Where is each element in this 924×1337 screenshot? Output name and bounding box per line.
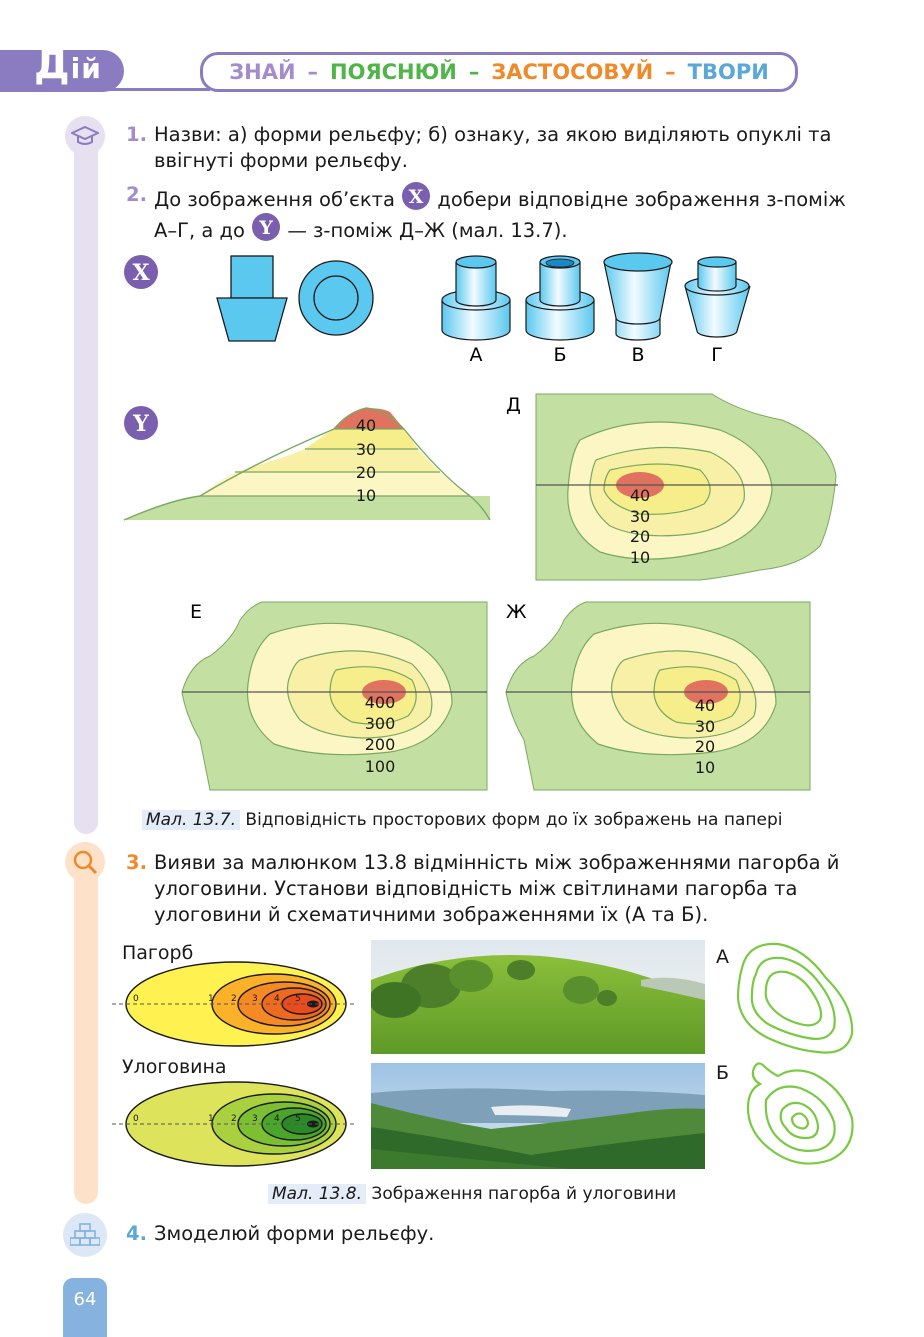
badge-y <box>124 406 158 440</box>
option-d-label: Д <box>506 394 521 416</box>
height-label: 30 <box>355 440 377 459</box>
option-zh-label: Ж <box>506 601 527 623</box>
magnifier-icon <box>65 842 105 882</box>
task-text: Назви: а) форми рельєфу; б) ознаку, за якою виділяють опуклі та ввігнуті форми рельєфу. <box>154 123 832 172</box>
svg-text:Y: Y <box>133 411 149 437</box>
motto-banner <box>200 52 798 92</box>
scale-mark: 0 <box>133 1114 139 1124</box>
option-a-label: А <box>469 344 483 366</box>
scale-mark: 1 <box>208 1114 214 1124</box>
object-y-profile <box>124 408 490 520</box>
task-text: До зображення об’єкта <box>154 188 395 211</box>
height-label: 10 <box>629 548 651 567</box>
section-tab-title: Дій <box>34 42 102 88</box>
hill-diagram <box>112 962 357 1046</box>
scale-mark: 2 <box>231 994 237 1004</box>
option-d-map <box>536 394 838 580</box>
motto-dash: – <box>665 60 676 84</box>
schematic-b <box>748 1063 853 1163</box>
option-g-label: Г <box>711 344 723 366</box>
option-e-label: Е <box>190 601 203 623</box>
badge-letter: Y <box>259 217 273 239</box>
height-label: 30 <box>694 717 716 736</box>
option-v-shape <box>604 253 672 340</box>
height-label: 40 <box>629 486 651 505</box>
task-text: Вияви за малюнком 13.8 відмінність між зображеннями пагорба й улоговини. Установи відповідність між світлинами пагорба та улоговини й схематичними зображеннями їх (А та Б). <box>154 851 840 926</box>
object-x-top-view <box>299 261 373 335</box>
scale-mark: 5 <box>295 994 301 1004</box>
task-1 <box>126 122 854 174</box>
badge-letter: X <box>408 186 424 208</box>
height-label: 200 <box>364 735 396 754</box>
option-v-label: В <box>631 344 645 366</box>
blocks-icon <box>63 1213 107 1257</box>
height-label: 20 <box>629 527 651 546</box>
schematic-a-label: А <box>716 946 729 968</box>
motto-word: ПОЯСНЮЙ <box>330 60 457 84</box>
task-number: 3. <box>126 851 147 874</box>
caption-text: Відповідність просторових форм до їх зображень на папері <box>245 810 783 830</box>
motto-dash: – <box>468 60 480 84</box>
graduation-cap-icon <box>65 116 105 156</box>
height-label: 20 <box>355 463 377 482</box>
scale-mark: 4 <box>274 994 280 1004</box>
task-text: — з-поміж Д–Ж (мал. 13.7). <box>287 219 568 242</box>
height-label: 10 <box>355 486 377 505</box>
task-3 <box>126 850 854 928</box>
task-text: добери відповідне зображення з-поміж А–Г, а до <box>154 188 846 242</box>
caption-label: Мал. 13.7. <box>142 810 240 830</box>
height-label: 10 <box>694 758 716 777</box>
motto-dash: – <box>307 60 319 84</box>
height-label: 30 <box>629 507 651 526</box>
hill-hollow-diagrams <box>112 960 357 1175</box>
height-label: 40 <box>355 416 377 435</box>
scale-mark: 5 <box>295 1114 301 1124</box>
hollow-diagram <box>112 1082 357 1166</box>
height-label: 300 <box>364 714 396 733</box>
scale-mark: 1 <box>208 994 214 1004</box>
option-g-shape <box>685 257 750 337</box>
page-number: 64 <box>63 1278 107 1337</box>
height-label: 20 <box>694 737 716 756</box>
task-number: 4. <box>126 1222 147 1245</box>
svg-text:X: X <box>132 260 150 286</box>
caption-label: Мал. 13.8. <box>268 1184 366 1204</box>
badge-y-inline <box>251 213 281 239</box>
height-label: 100 <box>364 757 396 776</box>
hill-photo <box>371 940 705 1054</box>
option-a-shape <box>442 256 510 340</box>
badge-x-inline <box>401 182 431 208</box>
height-label: 40 <box>694 696 716 715</box>
figure-13-7 <box>0 240 924 840</box>
task-text: Змоделюй форми рельєфу. <box>154 1222 435 1245</box>
scale-mark: 0 <box>133 994 139 1004</box>
scale-mark: 3 <box>252 1114 258 1124</box>
scale-mark: 4 <box>274 1114 280 1124</box>
option-zh-map <box>506 602 810 790</box>
motto-word: ЗАСТОСОВУЙ <box>491 60 654 84</box>
schematic-contours <box>734 938 860 1174</box>
hill-label: Пагорб <box>122 942 194 964</box>
schematic-b-label: Б <box>716 1062 730 1084</box>
option-e-map <box>182 602 487 790</box>
motto-word: ТВОРИ <box>687 60 769 84</box>
task-2 <box>126 182 854 244</box>
caption-text: Зображення пагорба й улоговини <box>371 1184 677 1204</box>
option-b-shape <box>526 256 594 340</box>
option-b-label: Б <box>553 344 567 366</box>
object-x-side-view <box>217 256 287 341</box>
side-bar-peach <box>74 842 98 1204</box>
hollow-label: Улоговина <box>122 1056 227 1078</box>
figure-13-8-caption <box>268 1184 676 1204</box>
figure-13-7-caption <box>142 810 782 830</box>
task-number: 2. <box>126 183 147 206</box>
height-label: 400 <box>364 693 396 712</box>
motto-word: ЗНАЙ <box>229 60 296 84</box>
task-number: 1. <box>126 123 147 146</box>
schematic-a <box>738 944 852 1053</box>
scale-mark: 2 <box>231 1114 237 1124</box>
hollow-photo <box>371 1063 705 1169</box>
badge-x <box>124 255 158 289</box>
task-4 <box>126 1221 854 1247</box>
scale-mark: 3 <box>252 994 258 1004</box>
